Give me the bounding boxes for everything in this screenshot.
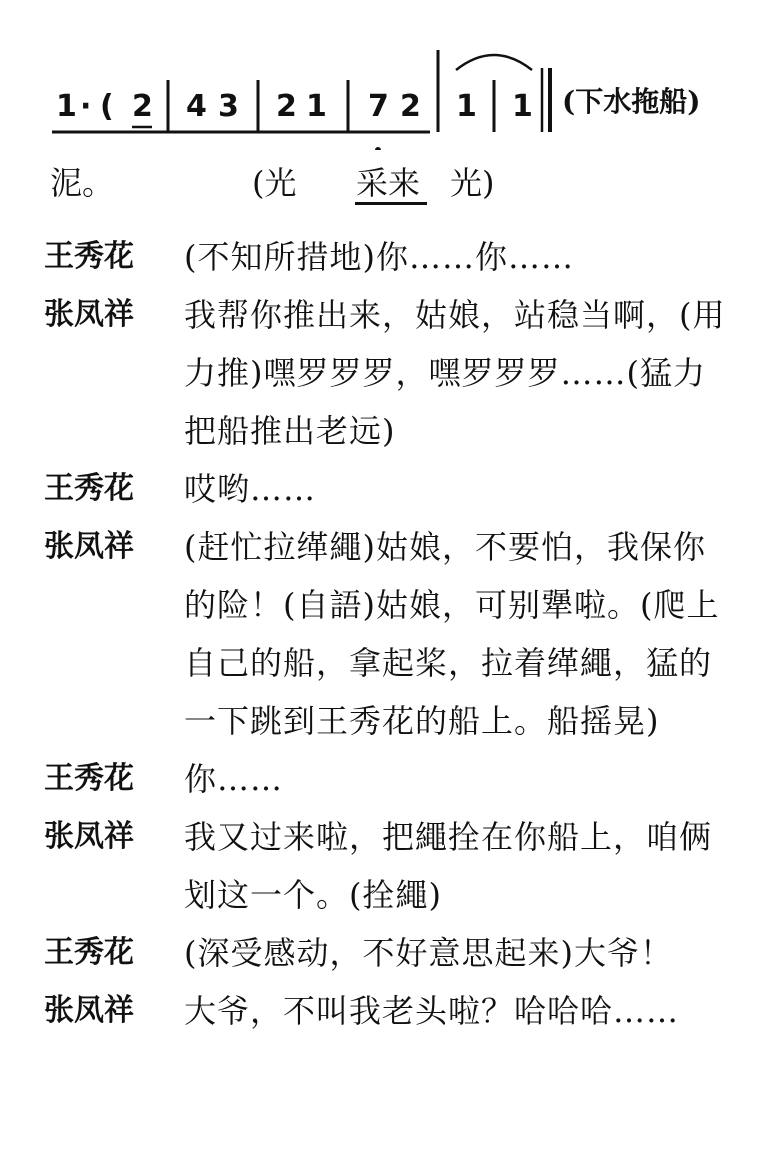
dialogue-row	[0, 808, 772, 924]
dialogue-row	[0, 228, 772, 286]
speech-text: 大爷，不叫我老头啦？哈哈哈……	[184, 992, 680, 1030]
dialogue-row	[0, 286, 772, 460]
speech-text: (不知所措地)你……你……	[184, 238, 574, 276]
speaker-name: 张凤祥	[44, 529, 134, 564]
note: 7	[368, 89, 389, 124]
note: 1	[456, 89, 477, 124]
speaker-name: 王秀花	[44, 761, 134, 796]
note: 3	[218, 89, 239, 124]
dialogue-row	[0, 750, 772, 808]
stage-direction: (下水拖船)	[562, 85, 701, 118]
lyric-word: 光)	[450, 164, 495, 202]
speech-text: 你……	[184, 760, 284, 798]
speech-text: 我又过来啦，把繩拴在你船上，咱俩划这一个。(拴繩)	[184, 818, 713, 914]
dialogue-row	[0, 924, 772, 982]
speaker-name: 张凤祥	[44, 993, 134, 1028]
note: 1	[56, 89, 77, 124]
dialogue-row	[0, 460, 772, 518]
tie-arc	[456, 55, 532, 70]
speaker-name: 张凤祥	[44, 297, 134, 332]
speaker-name: 王秀花	[44, 239, 134, 274]
note: 1	[306, 89, 327, 124]
note: 4	[186, 89, 207, 124]
speech-text: 哎哟……	[184, 470, 317, 508]
lyric-line	[0, 150, 772, 210]
lyric-word: 采来	[356, 164, 421, 202]
speaker-name: 张凤祥	[44, 819, 134, 854]
note: 2	[400, 89, 421, 124]
dialogue-block	[0, 228, 772, 1040]
speaker-name: 王秀花	[44, 471, 134, 506]
paren-open: (	[100, 89, 114, 124]
lyric-word: (光	[252, 164, 297, 202]
dialogue-row	[0, 518, 772, 750]
dialogue-row	[0, 982, 772, 1040]
lyric-word: 泥。	[50, 164, 115, 202]
speaker-name: 王秀花	[44, 935, 134, 970]
note: 2	[276, 89, 297, 124]
lyric-underline	[355, 202, 427, 205]
dot-mark: ·	[80, 89, 92, 124]
music-notation	[0, 40, 772, 150]
note: 2	[132, 89, 153, 124]
speech-text: 我帮你推出来，姑娘，站稳当啊，(用力推)嘿罗罗罗，嘿罗罗罗……(猛力把船推出老远)	[184, 296, 726, 450]
speech-text: (赶忙拉缂繩)姑娘，不要怕，我保你的险！(自語)姑娘，可别犟啦。(爬上自己的船，拿起桨，拉着缂繩，猛的一下跳到王秀花的船上。船摇晃)	[184, 528, 720, 740]
speech-text: (深受感动，不好意思起来)大爷！	[184, 934, 673, 972]
note: 1	[512, 89, 533, 124]
